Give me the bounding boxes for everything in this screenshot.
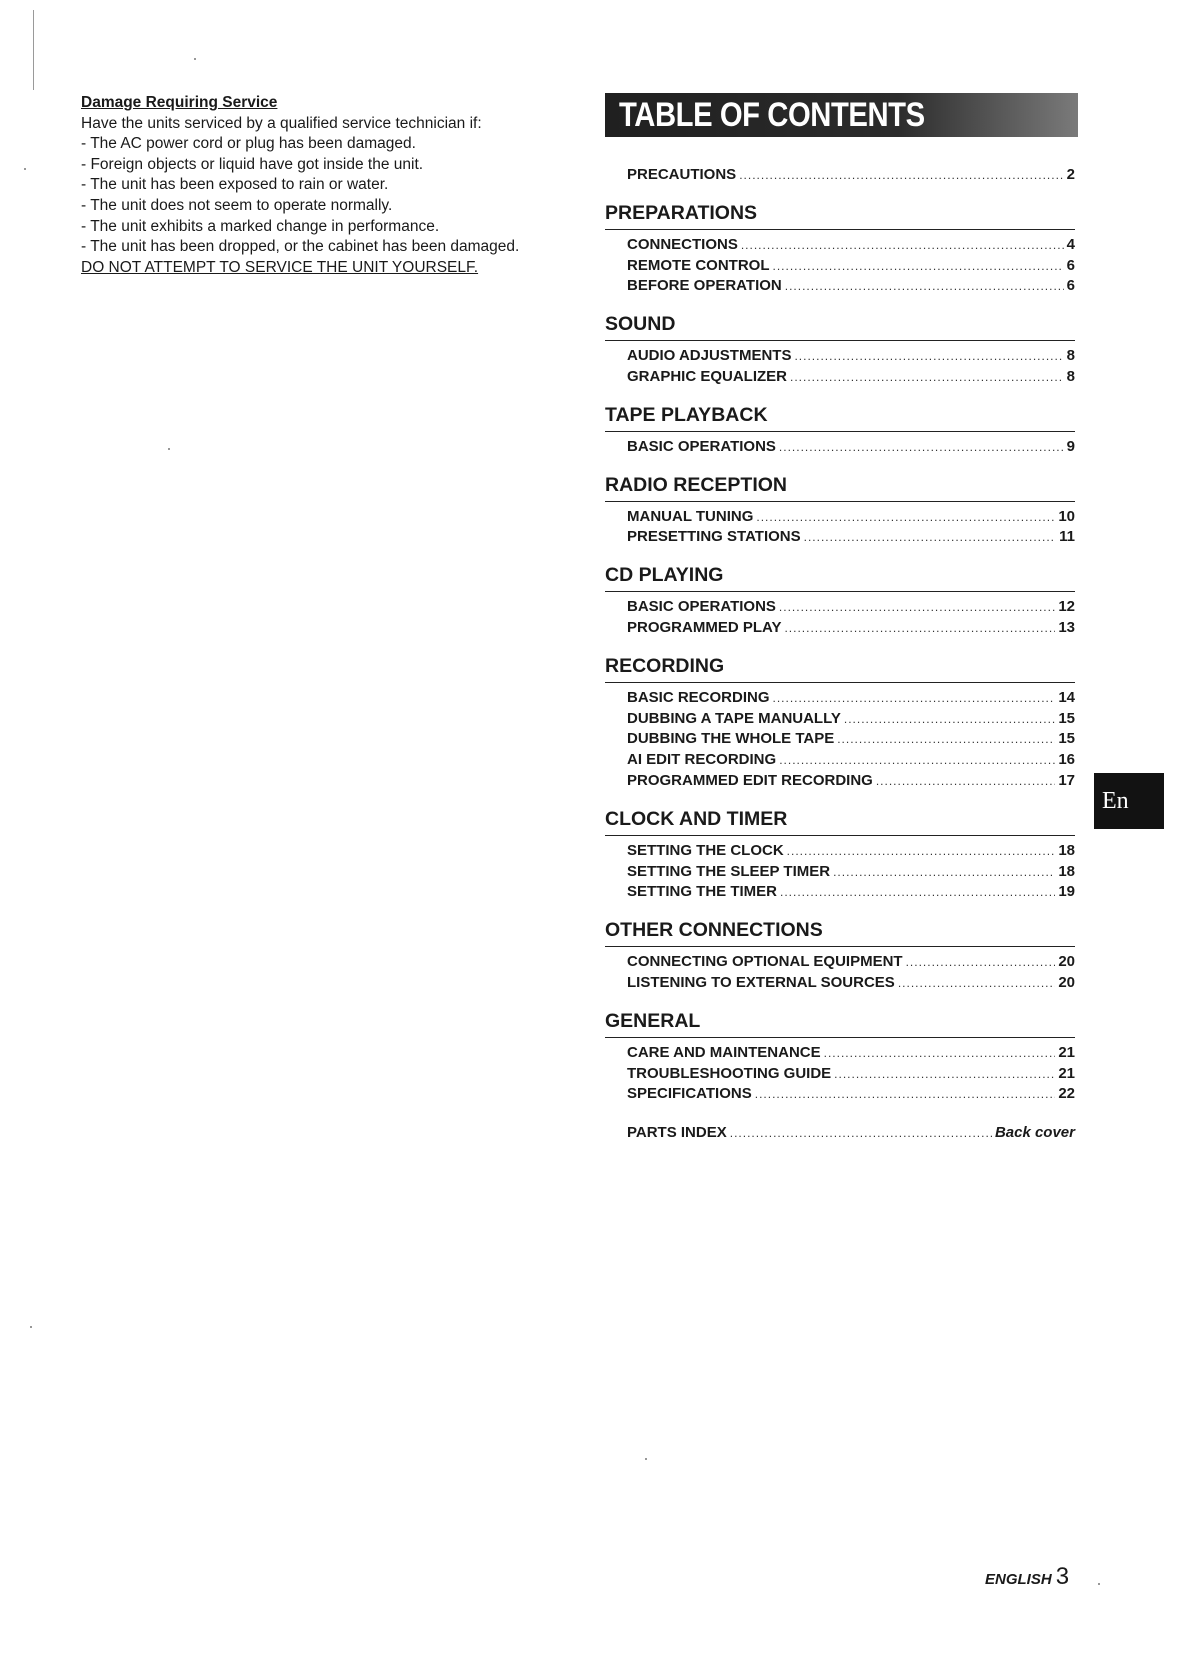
damage-notice bbox=[81, 93, 561, 278]
leader-dots bbox=[804, 530, 1057, 544]
section-heading: RADIO RECEPTION bbox=[605, 474, 1075, 502]
toc-section-general bbox=[605, 1010, 1075, 1106]
toc-entry bbox=[605, 974, 1075, 995]
toc-entry-precautions bbox=[605, 166, 1075, 187]
toc-entry-name: SETTING THE CLOCK bbox=[627, 841, 784, 859]
toc-entry-page: 14 bbox=[1058, 688, 1075, 706]
toc-entry-page: 2 bbox=[1066, 166, 1075, 183]
damage-item: - The unit exhibits a marked change in performance. bbox=[81, 217, 440, 235]
page-number: 3 bbox=[1055, 1563, 1070, 1590]
toc-entry-page: 19 bbox=[1058, 883, 1075, 901]
toc-entry-page: 16 bbox=[1058, 751, 1075, 769]
toc-entry-name: DUBBING A TAPE MANUALLY bbox=[627, 709, 841, 727]
toc-entry-name: AUDIO ADJUSTMENTS bbox=[627, 347, 792, 365]
toc-entry-name: LISTENING TO EXTERNAL SOURCES bbox=[627, 973, 895, 991]
leader-dots bbox=[898, 976, 1056, 990]
leader-dots bbox=[790, 370, 1064, 384]
page-footer bbox=[985, 1563, 1069, 1591]
toc-entry-name: BEFORE OPERATION bbox=[627, 277, 782, 295]
toc-entry-name: BASIC OPERATIONS bbox=[627, 437, 776, 455]
toc-entry-page: 21 bbox=[1058, 1064, 1075, 1082]
scan-speck bbox=[1098, 1583, 1100, 1585]
leader-dots bbox=[833, 865, 1055, 879]
toc-section-cd-playing bbox=[605, 564, 1075, 640]
toc-entry bbox=[605, 368, 1075, 389]
toc-entry-name: BASIC OPERATIONS bbox=[627, 598, 776, 616]
toc-entry-name: PRESETTING STATIONS bbox=[627, 528, 801, 546]
section-heading: PREPARATIONS bbox=[605, 202, 1075, 230]
toc-entry-page: 18 bbox=[1058, 862, 1075, 880]
toc-section-sound bbox=[605, 313, 1075, 389]
damage-item: - The unit does not seem to operate normally. bbox=[81, 196, 393, 214]
toc-entry bbox=[605, 689, 1075, 710]
toc-entry bbox=[605, 883, 1075, 904]
scan-speck bbox=[168, 448, 170, 450]
toc-entry-page: 17 bbox=[1058, 771, 1075, 789]
toc-entry-name: SPECIFICATIONS bbox=[627, 1085, 752, 1103]
section-heading: CD PLAYING bbox=[605, 564, 1075, 592]
toc-entry-page: 12 bbox=[1058, 598, 1075, 616]
leader-dots bbox=[906, 955, 1056, 969]
leader-dots bbox=[787, 844, 1056, 858]
toc-entry-name: BASIC RECORDING bbox=[627, 688, 770, 706]
leader-dots bbox=[779, 753, 1055, 767]
leader-dots bbox=[844, 712, 1055, 726]
toc-entry-name: DUBBING THE WHOLE TAPE bbox=[627, 730, 835, 748]
scan-speck bbox=[645, 1458, 647, 1460]
toc-entry bbox=[605, 1044, 1075, 1065]
toc-section-radio-reception bbox=[605, 474, 1075, 550]
toc-entry-page: 11 bbox=[1059, 528, 1075, 546]
toc-entry-name: REMOTE CONTROL bbox=[627, 256, 770, 274]
scan-speck bbox=[24, 168, 26, 170]
toc-entry bbox=[605, 508, 1075, 529]
leader-dots bbox=[730, 1126, 992, 1140]
leader-dots bbox=[756, 510, 1055, 524]
damage-warning: DO NOT ATTEMPT TO SERVICE THE UNIT YOURSELF. bbox=[81, 258, 479, 276]
toc-title: TABLE OF CONTENTS bbox=[619, 96, 925, 134]
leader-dots bbox=[773, 691, 1056, 705]
toc-entry-page: 15 bbox=[1058, 730, 1075, 748]
toc-section-clock-and-timer bbox=[605, 808, 1075, 904]
scan-speck bbox=[30, 1326, 32, 1328]
toc-entry bbox=[605, 277, 1075, 298]
toc-section-recording bbox=[605, 655, 1075, 793]
toc-entry-name: PROGRAMMED PLAY bbox=[627, 618, 782, 636]
leader-dots bbox=[837, 732, 1055, 746]
toc-entry-page: 20 bbox=[1058, 973, 1075, 991]
toc-entry-page: 8 bbox=[1066, 347, 1075, 365]
toc-entry-page: 8 bbox=[1066, 367, 1075, 385]
toc-entry-name: CONNECTING OPTIONAL EQUIPMENT bbox=[627, 953, 903, 971]
damage-item: - Foreign objects or liquid have got inside the unit. bbox=[81, 155, 424, 173]
leader-dots bbox=[834, 1067, 1055, 1081]
toc-entry-page: 13 bbox=[1058, 618, 1075, 636]
toc-entry-page: 18 bbox=[1058, 841, 1075, 859]
section-heading: RECORDING bbox=[605, 655, 1075, 683]
toc-entry-page: 15 bbox=[1058, 709, 1075, 727]
leader-dots bbox=[739, 168, 1063, 182]
toc-entry-name: PRECAUTIONS bbox=[627, 166, 737, 183]
toc-entry bbox=[605, 863, 1075, 884]
damage-item: - The AC power cord or plug has been damaged. bbox=[81, 135, 416, 153]
toc-entry bbox=[605, 710, 1075, 731]
toc-entry bbox=[605, 751, 1075, 772]
damage-title: Damage Requiring Service bbox=[81, 94, 278, 111]
leader-dots bbox=[780, 885, 1055, 899]
leader-dots bbox=[741, 238, 1064, 252]
toc-entry bbox=[605, 842, 1075, 863]
toc-entry-name: SETTING THE TIMER bbox=[627, 883, 777, 901]
toc-entry-page: 4 bbox=[1066, 235, 1075, 253]
toc-title-banner bbox=[605, 93, 1078, 137]
toc-entry-parts-index bbox=[605, 1124, 1075, 1145]
toc-entry bbox=[605, 1085, 1075, 1106]
leader-dots bbox=[784, 621, 1055, 635]
toc-entry-name: PROGRAMMED EDIT RECORDING bbox=[627, 771, 873, 789]
toc-entry bbox=[605, 1065, 1075, 1086]
toc-section-tape-playback bbox=[605, 404, 1075, 459]
leader-dots bbox=[785, 279, 1064, 293]
toc-entry bbox=[605, 772, 1075, 793]
toc-entry bbox=[605, 438, 1075, 459]
toc-entry bbox=[605, 598, 1075, 619]
toc-entry-name: CONNECTIONS bbox=[627, 235, 738, 253]
toc-entry-page: 20 bbox=[1058, 953, 1075, 971]
toc-entry-page: 6 bbox=[1066, 277, 1075, 295]
toc-section-preparations bbox=[605, 202, 1075, 298]
toc-entry bbox=[605, 347, 1075, 368]
toc-entry-name: MANUAL TUNING bbox=[627, 507, 754, 525]
toc-entry bbox=[605, 953, 1075, 974]
toc-entry-name: TROUBLESHOOTING GUIDE bbox=[627, 1064, 832, 1082]
toc-entry-name: AI EDIT RECORDING bbox=[627, 751, 777, 769]
toc-entry-page: 21 bbox=[1058, 1043, 1075, 1061]
toc-entry-page: 22 bbox=[1058, 1085, 1075, 1103]
toc-entry-name: CARE AND MAINTENANCE bbox=[627, 1043, 821, 1061]
damage-intro: Have the units serviced by a qualified service technician if: bbox=[81, 114, 482, 132]
leader-dots bbox=[773, 259, 1064, 273]
leader-dots bbox=[824, 1046, 1056, 1060]
toc-entry-page: 10 bbox=[1058, 507, 1075, 525]
toc-entry-page: Back cover bbox=[994, 1124, 1075, 1142]
toc-entry-page: 6 bbox=[1066, 256, 1075, 274]
section-heading: TAPE PLAYBACK bbox=[605, 404, 1075, 432]
leader-dots bbox=[794, 349, 1063, 363]
language-tab: En bbox=[1094, 773, 1164, 829]
scan-speck bbox=[194, 58, 196, 60]
toc-entry bbox=[605, 528, 1075, 549]
toc-entry bbox=[605, 257, 1075, 278]
margin-rule bbox=[33, 10, 34, 90]
leader-dots bbox=[755, 1087, 1056, 1101]
section-heading: OTHER CONNECTIONS bbox=[605, 919, 1075, 947]
toc-entry-name: SETTING THE SLEEP TIMER bbox=[627, 862, 831, 880]
toc-entry bbox=[605, 730, 1075, 751]
section-heading: GENERAL bbox=[605, 1010, 1075, 1038]
leader-dots bbox=[779, 440, 1064, 454]
leader-dots bbox=[876, 774, 1055, 788]
section-heading: SOUND bbox=[605, 313, 1075, 341]
damage-item: - The unit has been dropped, or the cabinet has been damaged. bbox=[81, 238, 520, 256]
footer-language: ENGLISH bbox=[985, 1571, 1052, 1588]
damage-item: - The unit has been exposed to rain or water. bbox=[81, 176, 389, 194]
toc-entry-name: PARTS INDEX bbox=[627, 1124, 727, 1142]
toc-entry bbox=[605, 236, 1075, 257]
table-of-contents bbox=[605, 166, 1075, 1145]
toc-entry bbox=[605, 619, 1075, 640]
section-heading: CLOCK AND TIMER bbox=[605, 808, 1075, 836]
leader-dots bbox=[779, 600, 1055, 614]
toc-entry-page: 9 bbox=[1066, 437, 1075, 455]
toc-entry-name: GRAPHIC EQUALIZER bbox=[627, 367, 788, 385]
toc-section-other-connections bbox=[605, 919, 1075, 995]
